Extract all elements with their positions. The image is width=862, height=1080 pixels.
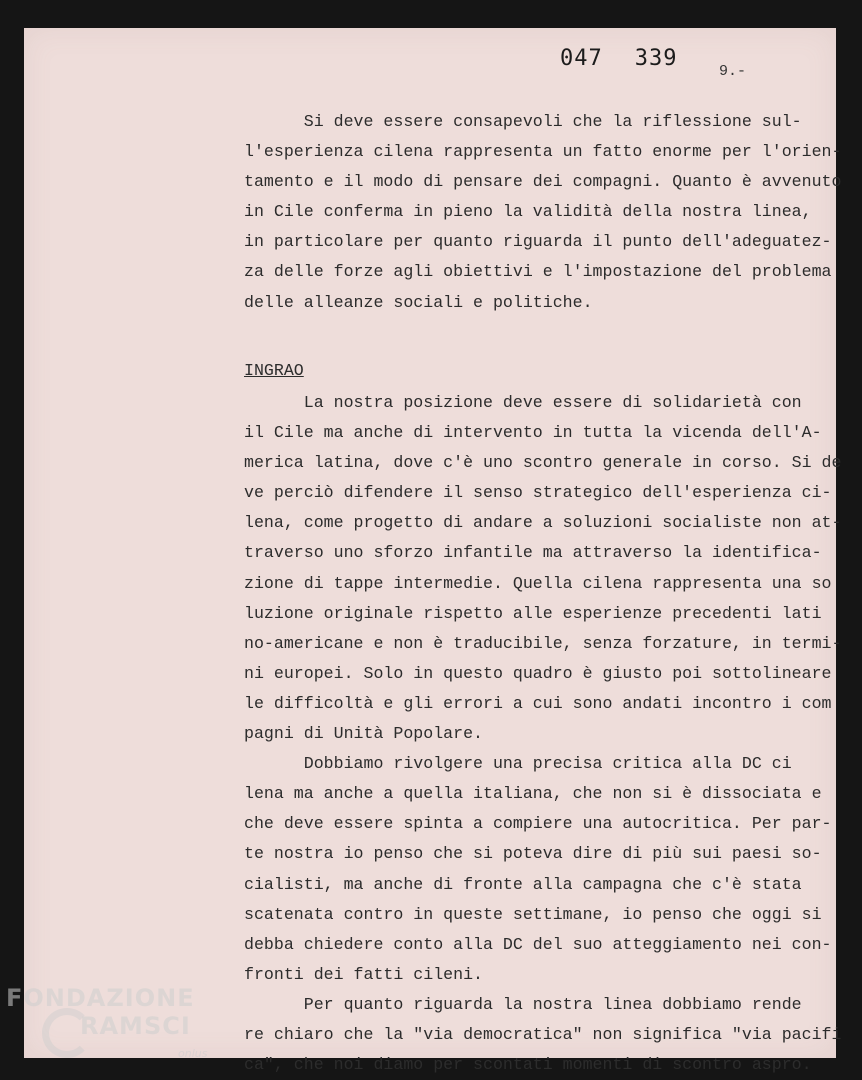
text-line: tamento e il modo di pensare dei compagni. Quanto è avvenuto [244,172,842,192]
text-line: te nostra io penso che si poteva dire di più sui paesi so- [244,844,822,864]
text-line: scatenata contro in queste settimane, io penso che oggi si [244,904,822,924]
text-line: lena, come progetto di andare a soluzioni socialiste non at- [244,513,842,533]
text-line: ve perciò difendere il senso strategico dell'esperienza ci- [244,483,832,503]
fondazione-gramsci-watermark [6,984,208,1060]
text-line: in particolare per quanto riguarda il punto dell'adeguatez- [244,232,832,252]
text-line: luzione originale rispetto alle esperienze precedenti lati [244,603,822,623]
text-line: re chiaro che la "via democratica" non significa "via pacifi [244,1024,842,1044]
paragraph-consapevoli [244,107,842,318]
watermark-line2: RAMSCI [80,1012,191,1040]
text-line: zione di tappe intermedie. Quella cilena rappresenta una so [244,573,832,593]
text-line: fronti dei fatti cileni. [244,964,483,984]
text-line: ca", che noi diamo per scontati momenti di scontro aspro. [244,1055,812,1075]
gramsci-g-logo-icon [42,1008,92,1058]
text-line: merica latina, dove c'è uno scontro generale in corso. Si de [244,453,842,473]
paragraph-ingrao [244,388,842,1080]
archive-number-left: 047 [560,46,603,71]
watermark-onlus: onlus [178,1047,208,1060]
text-line: debba chiedere conto alla DC del suo atteggiamento nei con- [244,934,832,954]
archive-number-right: 339 [634,46,678,71]
text-line: le difficoltà e gli errori a cui sono andati incontro i com [244,693,832,713]
speaker-heading: INGRAO [244,361,304,380]
text-line: l'esperienza cilena rappresenta un fatto enorme per l'orien- [244,142,842,162]
page-number: 9.- [719,63,747,80]
archive-number [560,46,678,71]
text-line: ni europei. Solo in questo quadro è giusto poi sottolineare [244,663,832,683]
text-line: no-americane e non è traducibile, senza forzature, in termi- [244,633,842,653]
text-line: in Cile conferma in pieno la validità della nostra linea, [244,202,812,222]
text-line: il Cile ma anche di intervento in tutta la vicenda dell'A- [244,423,822,443]
text-line: che deve essere spinta a compiere una autocritica. Per par- [244,814,832,834]
text-line: delle alleanze sociali e politiche. [244,292,593,312]
text-line: lena ma anche a quella italiana, che non si è dissociata e [244,784,822,804]
text-line: Per quanto riguarda la nostra linea dobbiamo rende [244,994,802,1014]
text-line: pagni di Unità Popolare. [244,724,483,744]
text-line: Dobbiamo rivolgere una precisa critica alla DC ci [244,754,792,774]
text-line: za delle forze agli obiettivi e l'impostazione del problema [244,262,832,282]
text-line: La nostra posizione deve essere di solidarietà con [244,393,802,412]
text-line: cialisti, ma anche di fronte alla campagna che c'è stata [244,874,802,894]
text-line: traverso uno sforzo infantile ma attraverso la identifica- [244,543,822,563]
watermark-line1: FONDAZIONE [6,984,195,1012]
text-line: Si deve essere consapevoli che la riflessione sul- [244,112,802,131]
